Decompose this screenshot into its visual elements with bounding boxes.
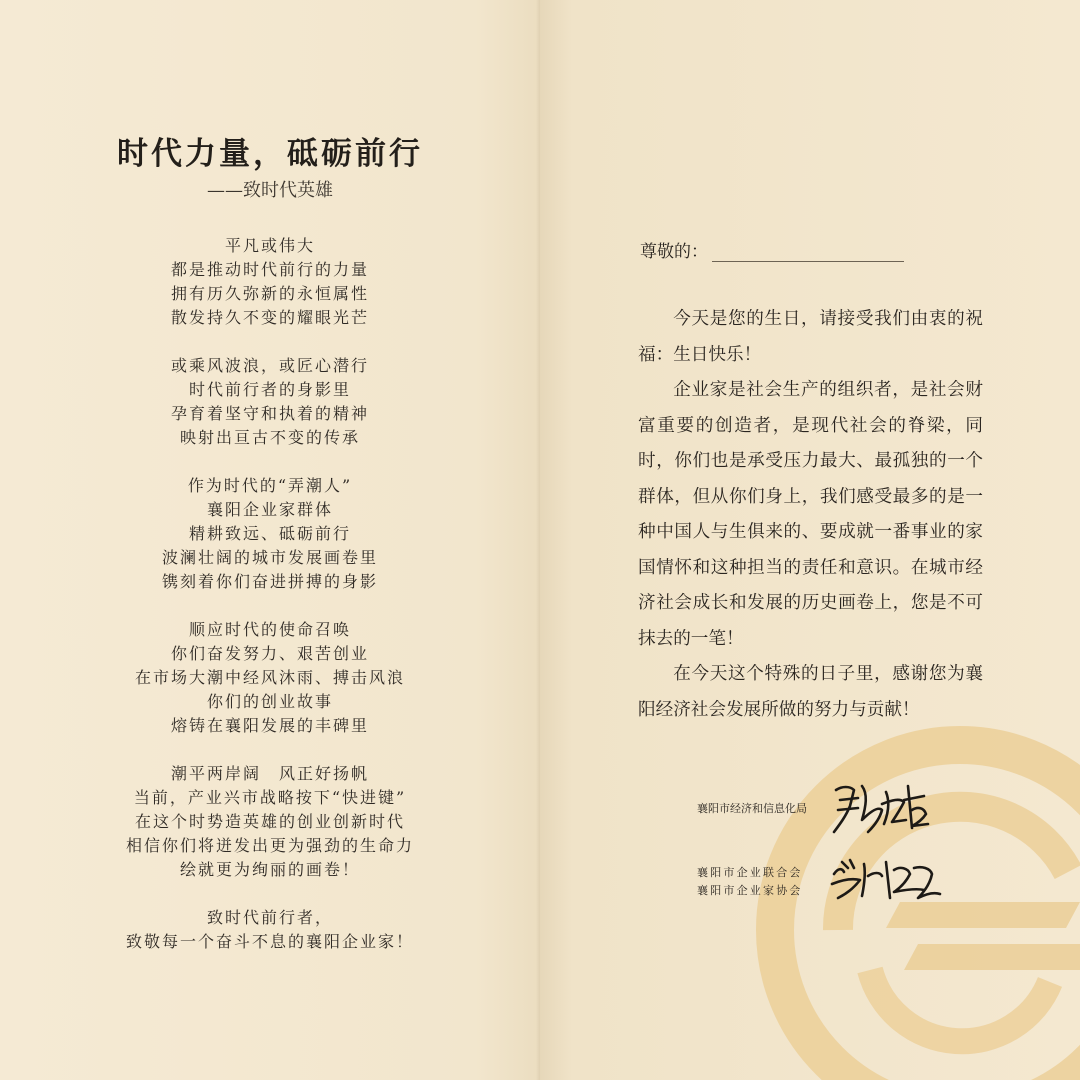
poem-stanza [0,618,540,738]
letter-page [540,0,1080,1080]
letter-paragraph: 今天是您的生日，请接受我们由衷的祝福：生日快乐！ [638,309,983,365]
handwritten-signature-2-icon [828,854,944,904]
org-entrepreneurs-association: 襄阳市企业家协会 [697,884,803,897]
poem-line: 相信你们将迸发出更为强劲的生命力 [125,836,414,855]
org-enterprise-federation: 襄阳市企业联合会 [697,866,803,879]
poem-stanza [0,474,540,594]
poem-line: 在市场大潮中经风沐雨、搏击风浪 [134,668,405,687]
poem-line: 镌刻着你们奋进拼搏的身影 [161,572,378,591]
poem-line: 绘就更为绚丽的画卷！ [179,860,360,879]
poem-line: 在这个时势造英雄的创业创新时代 [134,812,405,831]
poem-stanza [0,762,540,882]
poem-line: 致敬每一个奋斗不息的襄阳企业家！ [125,932,414,951]
poem-line: 你们的创业故事 [206,692,333,711]
poem-line: 散发持久不变的耀眼光芒 [170,308,369,327]
poem-line: 时代前行者的身影里 [188,380,351,399]
poem-line: 当前，产业兴市战略按下“快进键” [133,788,407,807]
salutation-label: 尊敬的： [640,242,708,262]
poem-line: 映射出亘古不变的传承 [179,428,360,447]
poem-line: 致时代前行者， [206,908,333,927]
poem-line: 拥有历久弥新的永恒属性 [170,284,369,303]
poem-title: 时代力量，砥砺前行 [117,136,423,172]
salutation [640,236,904,262]
poem-line: 潮平两岸阔 风正好扬帆 [170,764,369,783]
poem-stanza [0,906,540,954]
poem-line: 精耕致远、砥砺前行 [188,524,351,543]
poem-line: 襄阳企业家群体 [206,500,333,519]
poem-line: 作为时代的“弄潮人” [187,476,353,495]
poem-line: 平凡或伟大 [224,236,315,255]
poem-line: 波澜壮阔的城市发展画卷里 [161,548,378,567]
recipient-name-blank [712,236,904,262]
poem-stanza [0,234,540,330]
poem-line: 顺应时代的使命召唤 [188,620,351,639]
poem-body [0,234,540,978]
poem-line: 或乘风波浪，或匠心潜行 [170,356,369,375]
letter-paragraph: 在今天这个特殊的日子里，感谢您为襄阳经济社会发展所做的努力与贡献！ [638,664,983,720]
poem-line: 熔铸在襄阳发展的丰碑里 [170,716,369,735]
handwritten-signature-1-icon [828,776,932,840]
poem-line: 孕育着坚守和执着的精神 [170,404,369,423]
letter-paragraph: 企业家是社会生产的组织者，是社会财富重要的创造者，是现代社会的脊梁，同时，你们也是承受压力最大、最孤独的一个群体，但从你们身上，我们感受最多的是一种中国人与生俱来的、要成就一番事业的家国情怀和这种担当的责任和意识。在城市经济社会成长和发展的历史画卷上，您是不可抹去的一笔！ [638,380,983,649]
poem-stanza [0,354,540,450]
letter-body [638,302,983,728]
poem-subtitle: ——致时代英雄 [207,180,333,201]
org-economy-bureau: 襄阳市经济和信息化局 [697,802,807,815]
poem-line: 都是推动时代前行的力量 [170,260,369,279]
poem-line: 你们奋发努力、艰苦创业 [170,644,369,663]
